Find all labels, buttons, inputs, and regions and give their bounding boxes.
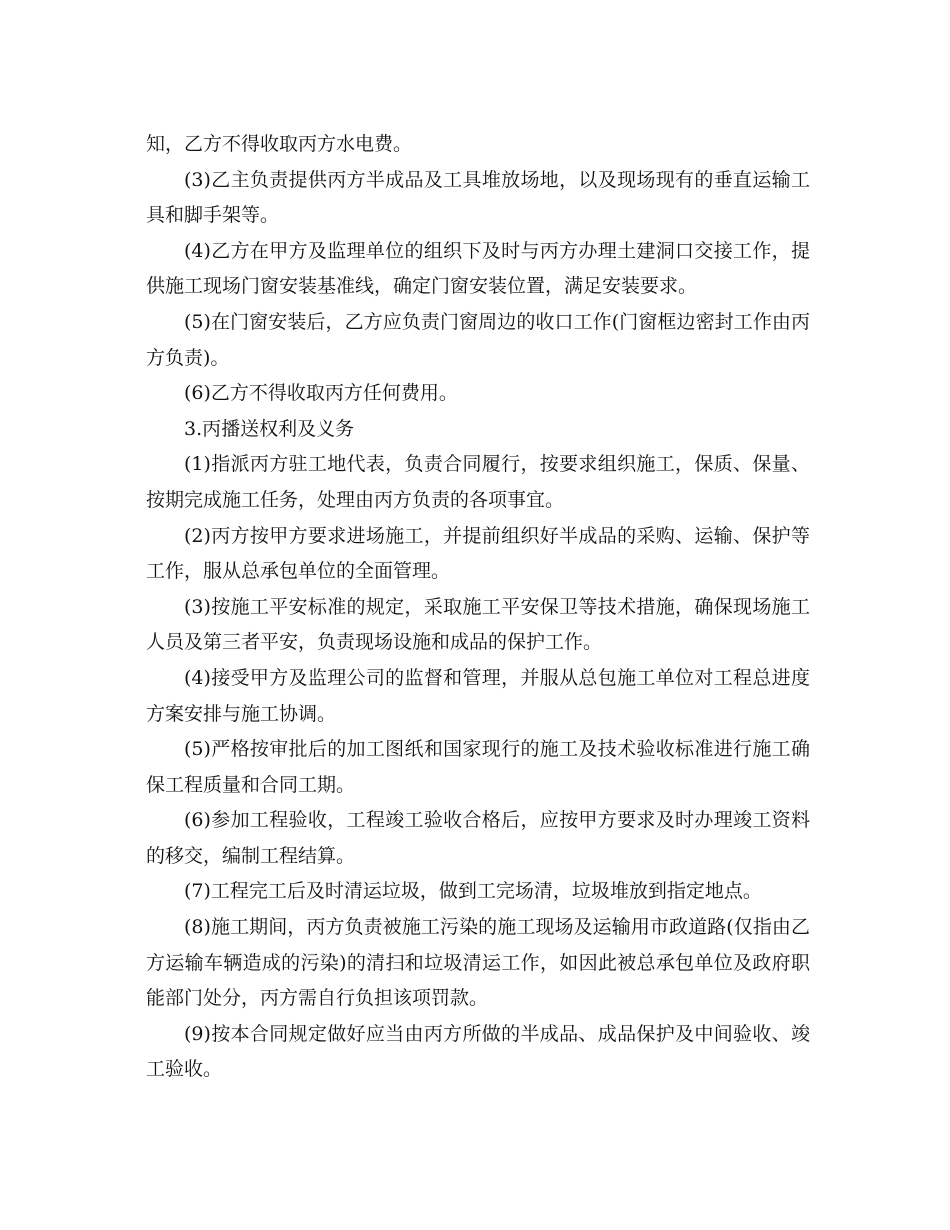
- paragraph-section3-item-2: (2)丙方按甲方要求进场施工，并提前组织好半成品的采购、运输、保护等工作，服从总承包单位的全面管理。: [146, 524, 810, 583]
- paragraph-section3-item-5: (5)严格按审批后的加工图纸和国家现行的施工及技术验收标准进行施工确保工程质量和合同工期。: [146, 738, 810, 796]
- paragraph-item-4: (4)乙方在甲方及监理单位的组织下及时与丙方办理土建洞口交接工作，提供施工现场门窗安装基准线，确定门窗安装位置，满足安装要求。: [146, 239, 810, 298]
- paragraph-section3-item-4: (4)接受甲方及监理公司的监督和管理，并服从总包施工单位对工程总进度方案安排与施工协调。: [146, 666, 810, 725]
- paragraph-section3-item-6: (6)参加工程验收，工程竣工验收合格后，应按甲方要求及时办理竣工资料的移交，编制工程结算。: [146, 809, 810, 867]
- paragraph-section3-item-1: (1)指派丙方驻工地代表，负责合同履行，按要求组织施工，保质、保量、按期完成施工任务，处理由丙方负责的各项事宜。: [146, 453, 810, 511]
- paragraph-item-6: (6)乙方不得收取丙方任何费用。: [184, 382, 458, 405]
- paragraph-section3-item-9: (9)按本合同规定做好应当由丙方所做的半成品、成品保护及中间验收、竣工验收。: [146, 1022, 810, 1081]
- paragraph-item-5: (5)在门窗安装后，乙方应负责门窗周边的收口工作(门窗框边密封工作由丙方负责)。: [146, 310, 810, 369]
- paragraph-section3-item-8: (8)施工期间，丙方负责被施工污染的施工现场及运输用市政道路(仅指由乙方运输车辆造成的污染)的清扫和垃圾清运工作，如因此被总承包单位及政府职能部门处分，丙方需自行负担该项罚款。: [146, 916, 810, 1010]
- paragraph-section3-item-3: (3)按施工平安标准的规定，采取施工平安保卫等技术措施，确保现场施工人员及第三者平安，负责现场设施和成品的保护工作。: [146, 595, 810, 654]
- section-heading-3: 3.丙播送权利及义务: [184, 417, 355, 440]
- paragraph-section3-item-7: (7)工程完工后及时清运垃圾，做到工完场清，垃圾堆放到指定地点。: [184, 880, 762, 903]
- document-body: [146, 127, 810, 1088]
- paragraph-item-3: (3)乙主负责提供丙方半成品及工具堆放场地，以及现场现有的垂直运输工具和脚手架等。: [146, 168, 810, 227]
- paragraph-continued: 知，乙方不得收取丙方水电费。: [146, 133, 413, 155]
